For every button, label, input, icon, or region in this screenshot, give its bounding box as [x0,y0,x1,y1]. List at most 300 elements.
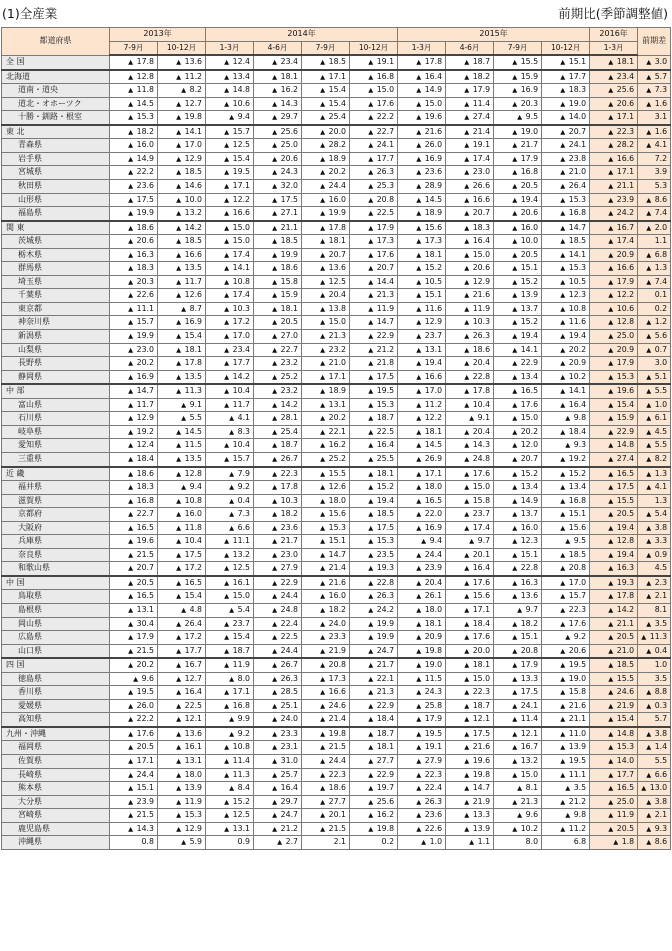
value-cell: ▲ 19.9 [110,330,158,344]
value-cell: ▲ 14.9 [398,84,446,98]
negative-triangle-icon: ▲ [560,619,566,628]
negative-triangle-icon: ▲ [646,86,652,95]
value-cell: ▲ 26.3 [350,166,398,180]
value-cell: ▲ 23.6 [110,180,158,194]
negative-triangle-icon: ▲ [368,770,374,779]
value-cell: ▲ 24.8 [254,603,302,617]
value-cell: ▲ 16.7 [494,741,542,755]
value-cell: ▲ 19.0 [542,97,590,111]
negative-triangle-icon: ▲ [416,770,422,779]
diff-cell: ▲ 8.6 [638,193,671,207]
negative-triangle-icon: ▲ [608,400,614,409]
negative-triangle-icon: ▲ [176,715,182,724]
value-cell: ▲ 20.2 [110,658,158,672]
negative-triangle-icon: ▲ [560,86,566,95]
value-cell: ▲ 13.6 [158,727,206,741]
value-cell: ▲ 14.2 [254,398,302,412]
region-label: 石川県 [2,412,110,426]
negative-triangle-icon: ▲ [368,483,374,492]
negative-triangle-icon: ▲ [224,701,230,710]
negative-triangle-icon: ▲ [224,72,230,81]
value-cell: ▲ 16.7 [158,658,206,672]
diff-cell: 1.0 [638,658,671,672]
value-cell: ▲ 20.7 [494,452,542,466]
negative-triangle-icon: ▲ [416,372,422,381]
value-cell: ▲ 21.4 [446,125,494,139]
negative-triangle-icon: ▲ [272,797,278,806]
negative-triangle-icon: ▲ [416,58,422,67]
value-cell: ▲ 13.7 [494,508,542,522]
value-cell: ▲ 15.4 [158,330,206,344]
value-cell: ▲ 17.6 [446,467,494,481]
value-cell: ▲ 16.5 [590,467,638,481]
value-cell: ▲ 20.4 [446,357,494,371]
negative-triangle-icon: ▲ [560,469,566,478]
value-cell: ▲ 13.6 [302,262,350,276]
value-cell: ▲ 3.5 [542,782,590,796]
value-cell: ▲ 12.4 [110,439,158,453]
negative-triangle-icon: ▲ [368,277,374,286]
value-cell: ▲ 13.9 [446,822,494,836]
value-cell: ▲ 16.4 [254,782,302,796]
value-cell: ▲ 16.8 [110,494,158,508]
table-row [2,439,671,453]
value-cell: ▲ 17.3 [398,235,446,249]
negative-triangle-icon: ▲ [320,441,326,450]
negative-triangle-icon: ▲ [176,646,182,655]
negative-triangle-icon: ▲ [560,318,566,327]
negative-triangle-icon: ▲ [368,633,374,642]
negative-triangle-icon: ▲ [176,318,182,327]
negative-triangle-icon: ▲ [320,496,326,505]
negative-triangle-icon: ▲ [176,332,182,341]
period-header: 7-9月 [494,41,542,55]
value-cell: ▲ 16.0 [110,139,158,153]
negative-triangle-icon: ▲ [464,811,470,820]
negative-triangle-icon: ▲ [512,797,518,806]
value-cell: ▲ 23.9 [590,193,638,207]
negative-triangle-icon: ▲ [368,304,374,313]
value-cell: ▲ 11.7 [110,398,158,412]
diff-cell: ▲ 3.0 [638,55,671,70]
value-cell: ▲ 0.4 [206,494,254,508]
negative-triangle-icon: ▲ [608,427,614,436]
period-header: 1-3月 [590,41,638,55]
value-cell: ▲ 21.1 [590,180,638,194]
negative-triangle-icon: ▲ [416,264,422,273]
negative-triangle-icon: ▲ [646,523,652,532]
value-cell: ▲ 15.3 [542,262,590,276]
negative-triangle-icon: ▲ [368,291,374,300]
negative-triangle-icon: ▲ [464,332,470,341]
period-header: 4-6月 [446,41,494,55]
table-row [2,193,671,207]
diff-cell: ▲ 1.6 [638,97,671,111]
negative-triangle-icon: ▲ [416,550,422,559]
negative-triangle-icon: ▲ [176,661,182,670]
negative-triangle-icon: ▲ [176,154,182,163]
value-cell: ▲ 20.5 [254,316,302,330]
negative-triangle-icon: ▲ [646,372,652,381]
value-cell: ▲ 17.8 [590,590,638,604]
negative-triangle-icon: ▲ [128,387,134,396]
negative-triangle-icon: ▲ [176,182,182,191]
negative-triangle-icon: ▲ [608,127,614,136]
negative-triangle-icon: ▲ [608,496,614,505]
value-cell: ▲ 18.0 [302,494,350,508]
negative-triangle-icon: ▲ [512,441,518,450]
negative-triangle-icon: ▲ [224,592,230,601]
negative-triangle-icon: ▲ [646,264,652,273]
negative-triangle-icon: ▲ [272,99,278,108]
diff-cell: ▲ 1.3 [638,262,671,276]
value-cell: ▲ 14.2 [590,603,638,617]
value-cell: ▲ 9.7 [494,603,542,617]
value-cell: ▲ 24.3 [398,686,446,700]
value-cell: ▲ 13.4 [494,481,542,495]
negative-triangle-icon: ▲ [464,168,470,177]
value-cell: ▲ 18.6 [110,221,158,235]
negative-triangle-icon: ▲ [416,141,422,150]
diff-cell: 0.1 [638,289,671,303]
negative-triangle-icon: ▲ [416,86,422,95]
value-cell: ▲ 17.1 [302,70,350,84]
value-cell: ▲ 22.3 [302,768,350,782]
value-cell: ▲ 24.0 [302,617,350,631]
negative-triangle-icon: ▲ [560,182,566,191]
value-cell: ▲ 18.1 [350,741,398,755]
diff-cell: 4.5 [638,562,671,576]
negative-triangle-icon: ▲ [608,715,614,724]
value-cell: ▲ 23.6 [254,521,302,535]
negative-triangle-icon: ▲ [512,250,518,259]
negative-triangle-icon: ▲ [517,113,523,122]
negative-triangle-icon: ▲ [272,427,278,436]
negative-triangle-icon: ▲ [320,72,326,81]
value-cell: ▲ 20.6 [494,207,542,221]
value-cell: ▲ 18.5 [302,55,350,70]
negative-triangle-icon: ▲ [608,469,614,478]
value-cell: ▲ 14.7 [302,548,350,562]
table-row [2,97,671,111]
negative-triangle-icon: ▲ [176,592,182,601]
negative-triangle-icon: ▲ [368,605,374,614]
value-cell: ▲ 20.7 [350,262,398,276]
value-cell: ▲ 18.0 [398,481,446,495]
negative-triangle-icon: ▲ [560,99,566,108]
value-cell: ▲ 18.3 [542,84,590,98]
negative-triangle-icon: ▲ [608,168,614,177]
value-cell: ▲ 18.7 [350,412,398,426]
value-cell: ▲ 23.9 [110,795,158,809]
negative-triangle-icon: ▲ [560,715,566,724]
value-cell: ▲ 12.7 [158,672,206,686]
negative-triangle-icon: ▲ [416,99,422,108]
value-cell: ▲ 23.4 [206,343,254,357]
negative-triangle-icon: ▲ [464,195,470,204]
value-cell: ▲ 9.8 [542,809,590,823]
value-cell: ▲ 16.5 [590,782,638,796]
negative-triangle-icon: ▲ [560,195,566,204]
negative-triangle-icon: ▲ [646,811,652,820]
negative-triangle-icon: ▲ [176,564,182,573]
value-cell: ▲ 9.1 [446,412,494,426]
value-cell: ▲ 14.1 [494,343,542,357]
negative-triangle-icon: ▲ [272,182,278,191]
negative-triangle-icon: ▲ [224,387,230,396]
diff-cell: ▲ 3.8 [638,727,671,741]
region-label: 東 北 [2,125,110,139]
value-cell: ▲ 15.3 [590,370,638,384]
negative-triangle-icon: ▲ [368,496,374,505]
value-cell: ▲ 21.9 [590,699,638,713]
negative-triangle-icon: ▲ [512,359,518,368]
negative-triangle-icon: ▲ [272,277,278,286]
negative-triangle-icon: ▲ [608,291,614,300]
value-cell: ▲ 22.2 [110,166,158,180]
negative-triangle-icon: ▲ [646,483,652,492]
value-cell: ▲ 15.0 [398,97,446,111]
table-row [2,481,671,495]
value-cell: ▲ 24.4 [254,644,302,658]
negative-triangle-icon: ▲ [646,277,652,286]
negative-triangle-icon: ▲ [176,441,182,450]
value-cell: ▲ 16.6 [590,152,638,166]
value-cell: ▲ 18.5 [350,508,398,522]
value-cell: ▲ 14.0 [590,754,638,768]
value-cell: ▲ 14.7 [446,782,494,796]
value-cell: 6.8 [542,836,590,850]
negative-triangle-icon: ▲ [176,264,182,273]
negative-triangle-icon: ▲ [176,237,182,246]
diff-cell: ▲ 1.3 [638,467,671,481]
negative-triangle-icon: ▲ [608,86,614,95]
period-header: 1-3月 [206,41,254,55]
value-cell: ▲ 13.2 [206,548,254,562]
value-cell: ▲ 23.2 [254,384,302,398]
diff-cell: ▲ 9.3 [638,822,671,836]
region-label: 福島県 [2,207,110,221]
value-cell: ▲ 17.7 [350,152,398,166]
value-cell: ▲ 17.5 [158,548,206,562]
value-cell: ▲ 19.6 [110,535,158,549]
value-cell: ▲ 16.1 [158,741,206,755]
diff-cell: ▲ 1.6 [638,125,671,139]
table-row [2,562,671,576]
negative-triangle-icon: ▲ [128,770,134,779]
negative-triangle-icon: ▲ [416,715,422,724]
value-cell: ▲ 21.3 [494,795,542,809]
value-cell: ▲ 10.8 [542,302,590,316]
value-cell: ▲ 9.5 [542,535,590,549]
value-cell: ▲ 13.9 [158,782,206,796]
negative-triangle-icon: ▲ [272,688,278,697]
value-cell: ▲ 13.2 [158,207,206,221]
value-cell: ▲ 12.5 [206,562,254,576]
negative-triangle-icon: ▲ [224,332,230,341]
value-cell: ▲ 22.8 [446,370,494,384]
value-cell: ▲ 12.9 [158,822,206,836]
negative-triangle-icon: ▲ [464,58,470,67]
negative-triangle-icon: ▲ [560,58,566,67]
negative-triangle-icon: ▲ [128,250,134,259]
value-cell: ▲ 19.5 [542,754,590,768]
value-cell: ▲ 25.6 [254,125,302,139]
value-cell: ▲ 18.1 [398,248,446,262]
period-header: 4-6月 [254,41,302,55]
diff-cell: ▲ 1.4 [638,741,671,755]
negative-triangle-icon: ▲ [608,195,614,204]
negative-triangle-icon: ▲ [224,209,230,218]
negative-triangle-icon: ▲ [646,592,652,601]
value-cell: ▲ 14.2 [206,370,254,384]
negative-triangle-icon: ▲ [464,277,470,286]
value-cell: ▲ 12.3 [542,289,590,303]
negative-triangle-icon: ▲ [646,510,652,519]
value-cell: ▲ 13.4 [206,70,254,84]
region-label: 福岡県 [2,741,110,755]
negative-triangle-icon: ▲ [416,72,422,81]
negative-triangle-icon: ▲ [224,318,230,327]
value-cell: ▲ 18.6 [302,782,350,796]
region-label: 関 東 [2,221,110,235]
negative-triangle-icon: ▲ [272,523,278,532]
value-cell: ▲ 20.2 [302,412,350,426]
negative-triangle-icon: ▲ [416,743,422,752]
value-cell: ▲ 16.9 [398,152,446,166]
negative-triangle-icon: ▲ [320,701,326,710]
diff-cell: ▲ 6.8 [638,248,671,262]
negative-triangle-icon: ▲ [368,441,374,450]
region-label: 島根県 [2,603,110,617]
negative-triangle-icon: ▲ [229,414,235,423]
value-cell: ▲ 17.9 [590,275,638,289]
negative-triangle-icon: ▲ [368,141,374,150]
region-label: 広島県 [2,631,110,645]
value-cell: ▲ 13.3 [446,809,494,823]
negative-triangle-icon: ▲ [176,523,182,532]
value-cell: ▲ 22.0 [398,508,446,522]
value-cell: ▲ 14.5 [398,439,446,453]
value-cell: ▲ 23.2 [254,357,302,371]
diff-cell: ▲ 3.5 [638,617,671,631]
negative-triangle-icon: ▲ [176,729,182,738]
table-row [2,795,671,809]
region-label: 道南・道央 [2,84,110,98]
value-cell: ▲ 29.7 [254,111,302,125]
negative-triangle-icon: ▲ [320,304,326,313]
value-cell: ▲ 14.5 [158,425,206,439]
value-cell: ▲ 9.2 [206,727,254,741]
negative-triangle-icon: ▲ [464,797,470,806]
negative-triangle-icon: ▲ [512,209,518,218]
value-cell: ▲ 15.5 [494,55,542,70]
value-cell: ▲ 15.0 [494,412,542,426]
negative-triangle-icon: ▲ [608,237,614,246]
value-cell: ▲ 12.4 [206,55,254,70]
negative-triangle-icon: ▲ [128,58,134,67]
value-cell: ▲ 24.7 [254,809,302,823]
value-cell: ▲ 17.6 [494,398,542,412]
negative-triangle-icon: ▲ [128,811,134,820]
region-label: 和歌山県 [2,562,110,576]
negative-triangle-icon: ▲ [416,619,422,628]
negative-triangle-icon: ▲ [368,414,374,423]
negative-triangle-icon: ▲ [272,127,278,136]
region-label: 三重県 [2,452,110,466]
value-cell: ▲ 19.2 [110,425,158,439]
value-cell: ▲ 18.5 [542,235,590,249]
negative-triangle-icon: ▲ [272,113,278,122]
value-cell: ▲ 15.3 [350,398,398,412]
negative-triangle-icon: ▲ [416,646,422,655]
value-cell: ▲ 21.6 [398,125,446,139]
value-cell: ▲ 16.9 [494,84,542,98]
negative-triangle-icon: ▲ [128,661,134,670]
value-cell: ▲ 16.2 [254,84,302,98]
negative-triangle-icon: ▲ [181,400,187,409]
value-cell: ▲ 26.4 [542,180,590,194]
negative-triangle-icon: ▲ [176,141,182,150]
negative-triangle-icon: ▲ [320,372,326,381]
value-cell: ▲ 15.4 [206,152,254,166]
value-cell: ▲ 18.6 [446,343,494,357]
value-cell: ▲ 16.0 [158,508,206,522]
negative-triangle-icon: ▲ [464,483,470,492]
negative-triangle-icon: ▲ [176,496,182,505]
negative-triangle-icon: ▲ [320,824,326,833]
diff-cell: ▲ 3.3 [638,535,671,549]
value-cell: ▲ 19.9 [350,631,398,645]
negative-triangle-icon: ▲ [368,372,374,381]
negative-triangle-icon: ▲ [560,427,566,436]
negative-triangle-icon: ▲ [272,592,278,601]
value-cell: ▲ 24.4 [110,768,158,782]
diff-cell: 3.9 [638,166,671,180]
negative-triangle-icon: ▲ [128,454,134,463]
negative-triangle-icon: ▲ [224,250,230,259]
negative-triangle-icon: ▲ [224,578,230,587]
negative-triangle-icon: ▲ [464,264,470,273]
negative-triangle-icon: ▲ [416,633,422,642]
negative-triangle-icon: ▲ [320,332,326,341]
negative-triangle-icon: ▲ [416,195,422,204]
negative-triangle-icon: ▲ [608,743,614,752]
negative-triangle-icon: ▲ [128,304,134,313]
negative-triangle-icon: ▲ [608,564,614,573]
negative-triangle-icon: ▲ [272,332,278,341]
negative-triangle-icon: ▲ [565,633,571,642]
value-cell: ▲ 16.5 [110,590,158,604]
value-cell: ▲ 18.7 [446,55,494,70]
negative-triangle-icon: ▲ [224,127,230,136]
value-cell: ▲ 20.9 [590,343,638,357]
value-cell: ▲ 19.8 [302,727,350,741]
negative-triangle-icon: ▲ [608,523,614,532]
value-cell: ▲ 24.4 [302,754,350,768]
negative-triangle-icon: ▲ [224,304,230,313]
value-cell: ▲ 12.9 [398,316,446,330]
region-label: 四 国 [2,658,110,672]
value-cell: ▲ 9.7 [446,535,494,549]
value-cell: ▲ 20.6 [542,644,590,658]
negative-triangle-icon: ▲ [272,743,278,752]
value-cell: ▲ 20.1 [446,548,494,562]
negative-triangle-icon: ▲ [464,701,470,710]
negative-triangle-icon: ▲ [128,359,134,368]
negative-triangle-icon: ▲ [512,372,518,381]
negative-triangle-icon: ▲ [565,441,571,450]
